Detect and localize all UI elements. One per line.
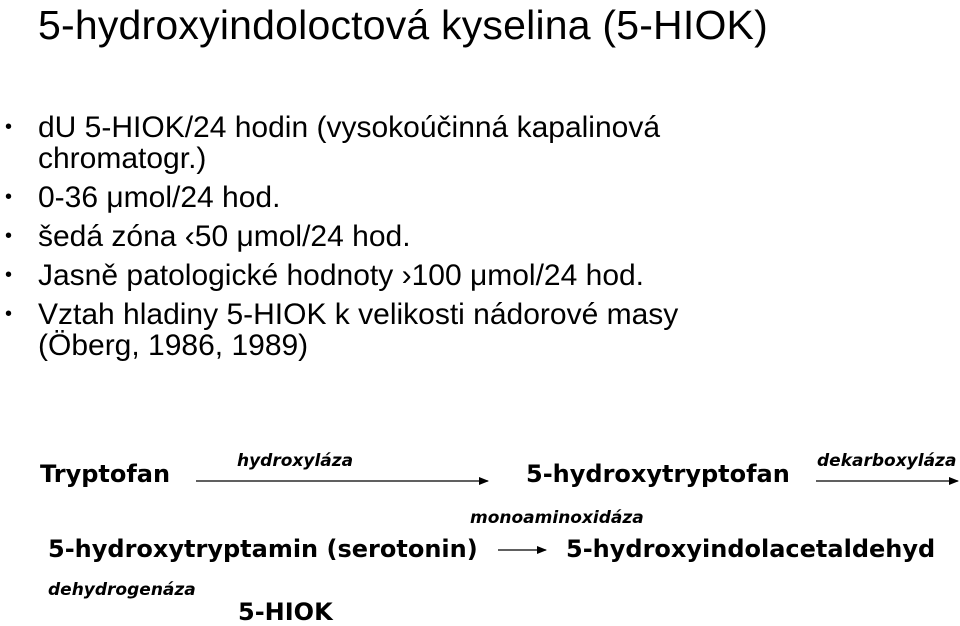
enzyme-dekarboxylaza: dekarboxyláza [817, 451, 957, 471]
compound-5-hiok: 5-HIOK [238, 598, 333, 626]
bullet-dot-icon: • [5, 303, 13, 325]
enzyme-monoaminoxidaza: monoaminoxidáza [470, 508, 644, 528]
bullet-dot-icon: • [5, 225, 13, 247]
bullet-text: dU 5-HIOK/24 hodin (vysokoúčinná kapalinová [38, 111, 661, 144]
compound-serotonin: 5-hydroxytryptamin (serotonin) [48, 535, 478, 563]
bullet-text-continuation: chromatogr.) [38, 142, 207, 175]
enzyme-hydroxylaza: hydroxyláza [237, 451, 354, 471]
compound-5-hydroxyindolacetaldehyd: 5-hydroxyindolacetaldehyd [566, 535, 936, 563]
bullet-dot-icon: • [5, 116, 13, 138]
bullet-dot-icon: • [5, 264, 13, 286]
bullet-text: 0-36 μmol/24 hod. [38, 181, 281, 214]
bullet-text: Jasně patologické hodnoty ›100 μmol/24 hod. [38, 259, 645, 292]
bullet-text: šedá zóna ‹50 μmol/24 hod. [38, 220, 411, 253]
slide-title: 5-hydroxyindoloctová kyselina (5-HIOK) [38, 2, 768, 48]
enzyme-dehydrogenaza: dehydrogenáza [48, 580, 196, 600]
compound-tryptofan: Tryptofan [40, 460, 171, 488]
bullet-text: Vztah hladiny 5-HIOK k velikosti nádorové masy [38, 298, 679, 331]
compound-5-hydroxytryptofan: 5-hydroxytryptofan [526, 460, 790, 488]
bullet-dot-icon: • [5, 186, 13, 208]
bullet-text-continuation: (Öberg, 1986, 1989) [38, 329, 309, 362]
